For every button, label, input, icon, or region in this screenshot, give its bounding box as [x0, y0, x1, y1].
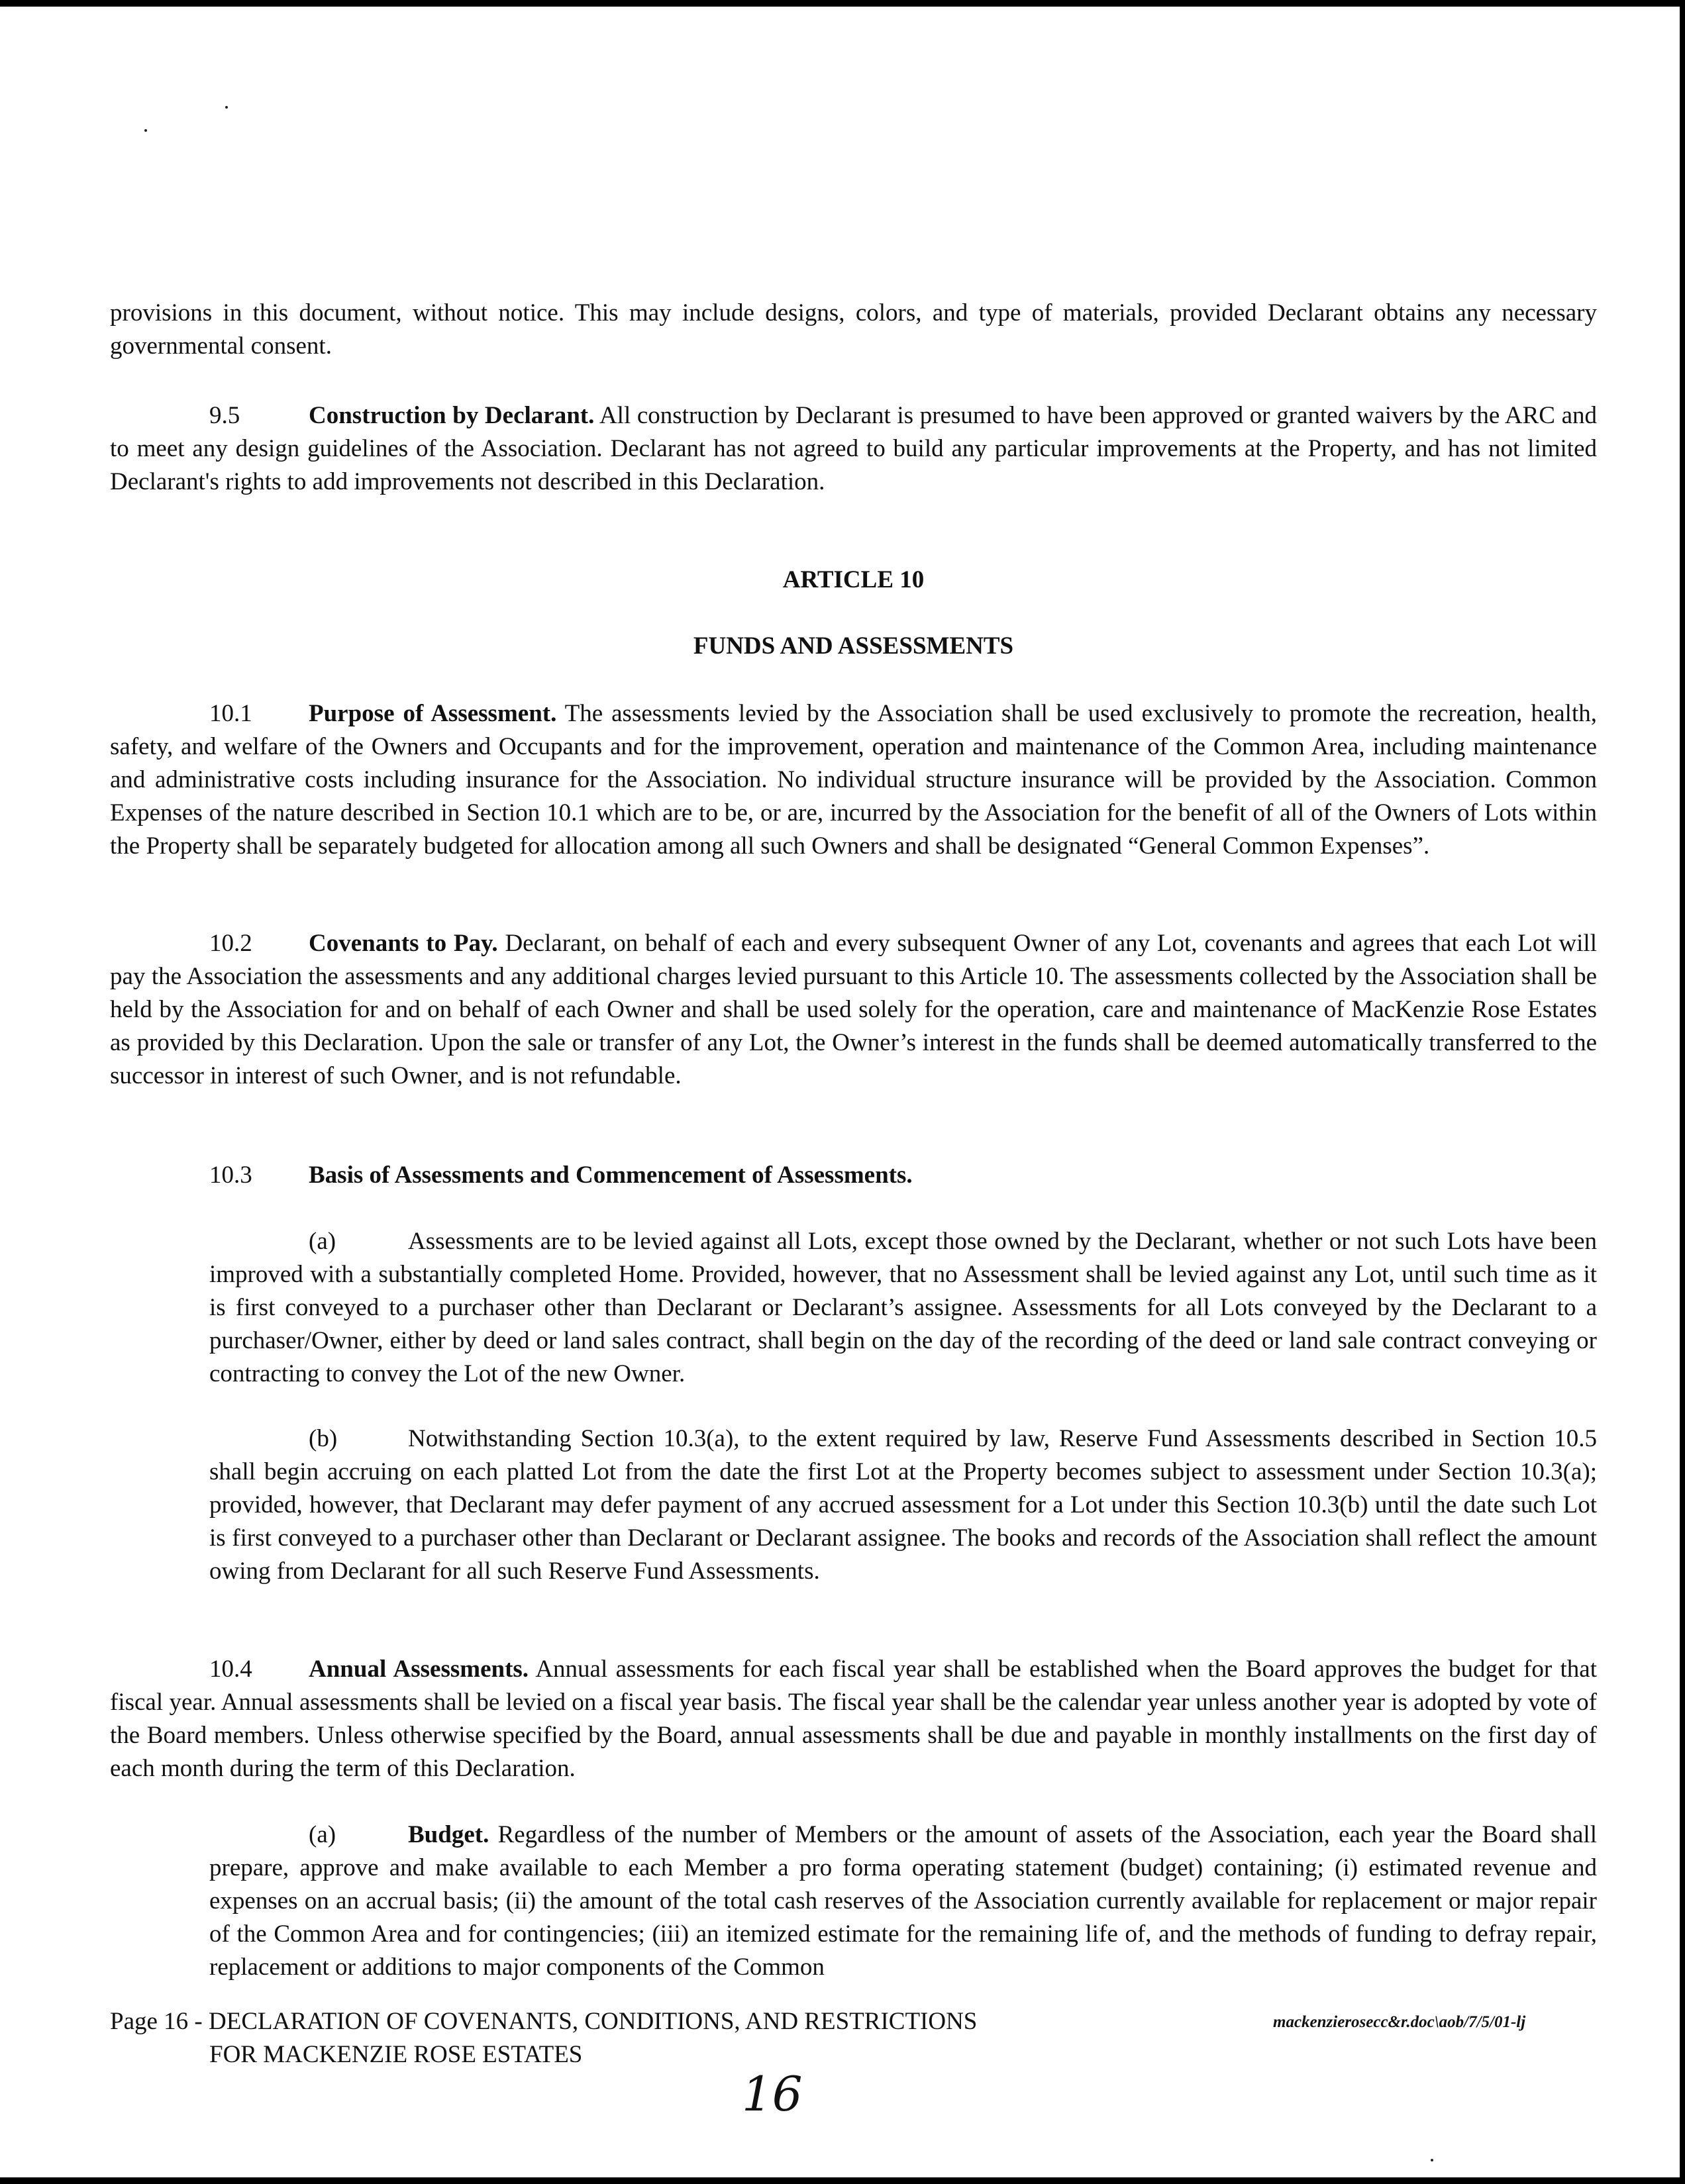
scan-speck: [1431, 2159, 1433, 2161]
section-text: Declarant, on behalf of each and every subsequent Owner of any Lot, covenants and agrees that each Lot will pay the Association the assessments and any additional charges levied pursuant to this Article 10. The assessments collected by the Association shall be held by the Association for and on behalf of each Owner and shall be used solely for the operation, care and maintenance of MacKenzie Rose Estates as provided by this Declaration. Upon the sale or transfer of any Lot, the Owner’s interest in the funds shall be deemed automatically transferred to the successor in interest of such Owner, and is not refundable.: [110, 930, 1597, 1089]
subsection-heading: Budget.: [408, 1821, 489, 1848]
subsection-text: Assessments are to be levied against all Lots, except those owned by the Declarant, whether or not such Lots have been improved with a substantially completed Home. Provided, however, that no Assessment shall be levied against any Lot, until such time as it is first conveyed to a purchaser other than Declarant or Declarant’s assignee. Assessments for all Lots conveyed by the Declarant to a purchaser/Owner, either by deed or land sales contract, shall begin on the day of the recording of the deed or land sale contract conveying or contracting to convey the Lot of the new Owner.: [209, 1228, 1597, 1387]
section-text: All construction by Declarant is presumed to have been approved or granted waivers by the ARC and to meet any design guidelines of the Association. Declarant has not agreed to build any particular improvements at the Property, and has not limited Declarant's rights to add improvements not described in this Declaration.: [110, 402, 1597, 495]
section-10-1: [110, 697, 1597, 863]
scan-border-right: [1680, 0, 1685, 2184]
section-10-2: [110, 927, 1597, 1093]
subsection-number: (a): [309, 1228, 336, 1255]
scan-border-bottom: [0, 2177, 1685, 2184]
footer-line-2: FOR MACKENZIE ROSE ESTATES: [209, 2041, 583, 2068]
section-heading: Covenants to Pay.: [309, 930, 498, 957]
article-heading: [110, 564, 1597, 597]
section-heading: Basis of Assessments and Commencement of Assessments.: [309, 1162, 913, 1189]
section-heading: Purpose of Assessment.: [309, 700, 557, 727]
section-10-3: [110, 1159, 1597, 1192]
section-heading: Construction by Declarant.: [309, 402, 595, 429]
section-number: 9.5: [209, 402, 240, 429]
section-text: The assessments levied by the Association shall be used exclusively to promote the recreation, health, safety, and welfare of the Owners and Occupants and for the improvement, operation and maintenance of the Common Area, including maintenance and administrative costs including insurance for the Association. No individual structure insurance will be provided by the Association. Common Expenses of the nature described in Section 10.1 which are to be, or are, incurred by the Association for the benefit of all of the Owners of Lots within the Property shall be separately budgeted for allocation among all such Owners and shall be designated “General Common Expenses”.: [110, 700, 1597, 860]
section-number: 10.1: [209, 700, 252, 727]
article-title: FUNDS AND ASSESSMENTS: [693, 632, 1014, 660]
paragraph-intro: [110, 297, 1597, 363]
handwritten-page-number: 16: [742, 2066, 803, 2122]
page-footer: [110, 2005, 977, 2071]
section-9-5: [110, 399, 1597, 499]
section-10-3-b: [110, 1422, 1597, 1588]
footer-line-1: Page 16 - DECLARATION OF COVENANTS, CONDITIONS, AND RESTRICTIONS: [110, 2008, 978, 2035]
section-10-4-a: [110, 1818, 1597, 1984]
section-number: 10.3: [209, 1162, 252, 1189]
section-number: 10.4: [209, 1656, 252, 1683]
scan-speck: [144, 129, 147, 132]
section-text: Annual assessments for each fiscal year shall be established when the Board approves the budget for that fiscal year. Annual assessments shall be levied on a fiscal year basis. The fiscal year shall be the calendar year unless another year is adopted by vote of the Board members. Unless otherwise specified by the Board, annual assessments shall be due and payable in monthly installments on the first day of each month during the term of this Declaration.: [110, 1656, 1597, 1782]
scan-border-top: [0, 0, 1685, 7]
subsection-number: (a): [309, 1821, 336, 1848]
intro-text: provisions in this document, without notice. This may include designs, colors, and type of materials, provided Declarant obtains any necessary governmental consent.: [110, 299, 1597, 360]
footer-file-reference: mackenzierosecc&r.doc\aob/7/5/01-lj: [1273, 2013, 1526, 2031]
section-number: 10.2: [209, 930, 252, 957]
scan-speck: [225, 106, 228, 109]
section-heading: Annual Assessments.: [309, 1656, 529, 1683]
subsection-number: (b): [309, 1425, 338, 1452]
article-number: ARTICLE 10: [782, 566, 925, 593]
section-10-3-a: [110, 1225, 1597, 1391]
subsection-text: Regardless of the number of Members or the amount of assets of the Association, each year the Board shall prepare, approve and make available to each Member a pro forma operating statement (budget) containing; (i) estimated revenue and expenses on an accrual basis; (ii) the amount of the total cash reserves of the Association currently available for replacement or major repair of the Common Area and for contingencies; (iii) an itemized estimate for the remaining life of, and the methods of funding to defray repair, replacement or additions to major components of the Common: [209, 1821, 1597, 1981]
section-10-4: [110, 1653, 1597, 1785]
article-title-block: [110, 630, 1597, 663]
subsection-text: Notwithstanding Section 10.3(a), to the extent required by law, Reserve Fund Assessments described in Section 10.5 shall begin accruing on each platted Lot from the date the first Lot at the Property becomes subject to assessment under Section 10.3(a); provided, however, that Declarant may defer payment of any accrued assessment for a Lot under this Section 10.3(b) until the date such Lot is first conveyed to a purchaser other than Declarant or Declarant assignee. The books and records of the Association shall reflect the amount owing from Declarant for all such Reserve Fund Assessments.: [209, 1425, 1597, 1585]
